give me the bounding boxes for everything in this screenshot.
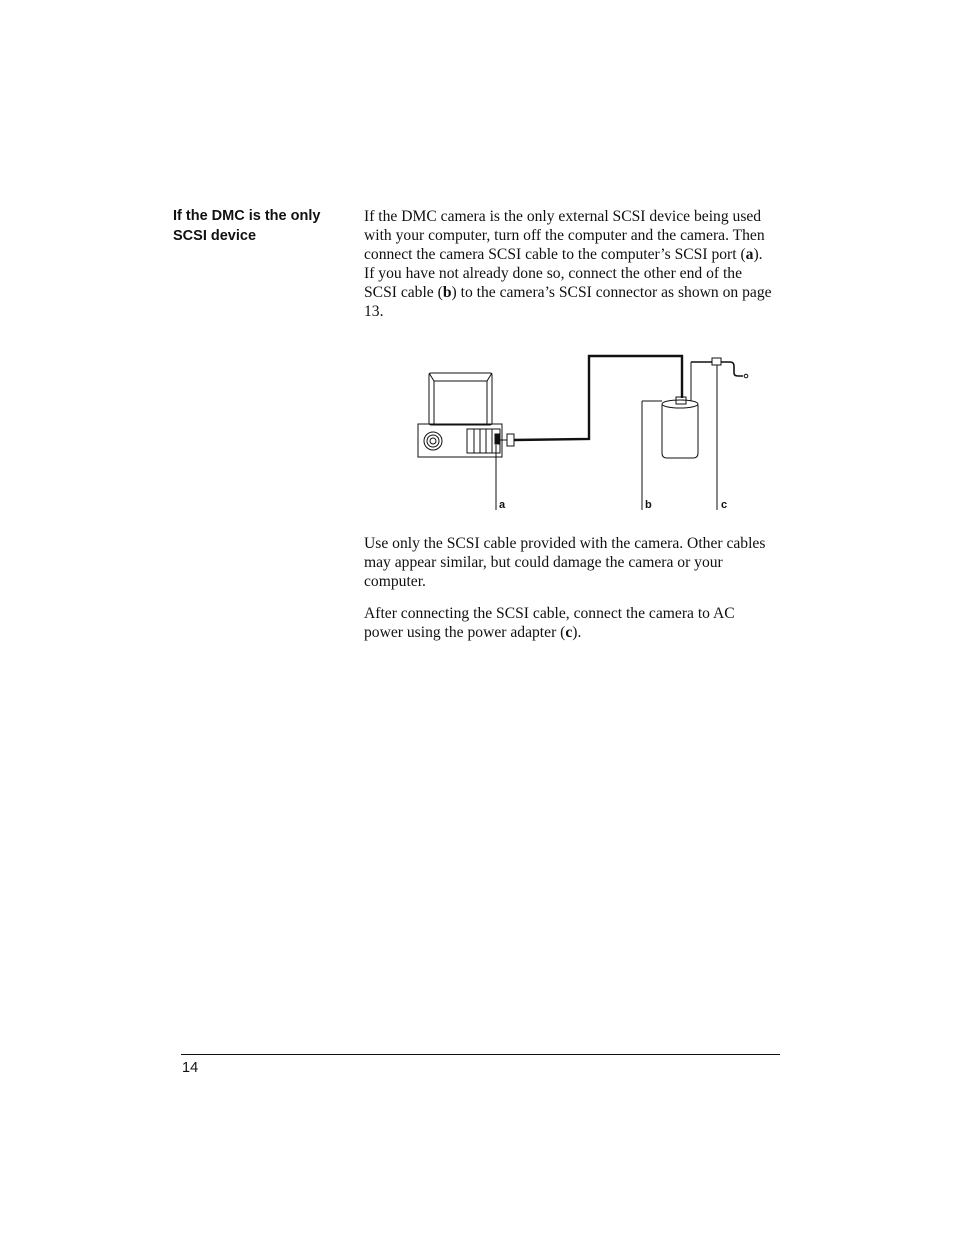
paragraph-power-adapter [364,604,774,642]
callout-label-a: a [499,499,506,511]
callout-label-b: b [645,499,652,511]
text-run: ). If you have not already done so, connect the other end of the SCSI cable ( [364,246,763,302]
text-run: After connecting the SCSI cable, connect the camera to AC power using the power adapter ( [364,605,735,642]
camera-illustration [662,397,698,458]
power-cord-illustration [691,358,748,401]
callout-label-c: c [721,499,728,511]
text-run: ). [572,624,582,642]
text-run: ) to the camera’s SCSI connector as shown on page 13. [364,284,772,321]
callout-leaders [496,365,717,510]
section-heading: If the DMC is the only SCSI device [173,208,321,244]
text-run: If the DMC camera is the only external SCSI device being used with your computer, turn off the computer and the camera. Then connect the camera SCSI cable to the computer’s SCSI port ( [364,208,765,264]
page-number: 14 [182,1060,199,1076]
computer-monitor-illustration [429,373,492,425]
paragraph-connect-scsi [364,207,774,322]
callout-ref-a: a [745,246,754,264]
paragraph-cable-warning: Use only the SCSI cable provided with the camera. Other cables may appear similar, but could damage the camera or your computer. [364,535,766,591]
scsi-connection-diagram [410,345,770,515]
callout-ref-b: b [442,284,452,302]
footer-divider [181,1054,780,1055]
computer-base-illustration [418,424,502,457]
callout-ref-c: c [565,624,573,642]
